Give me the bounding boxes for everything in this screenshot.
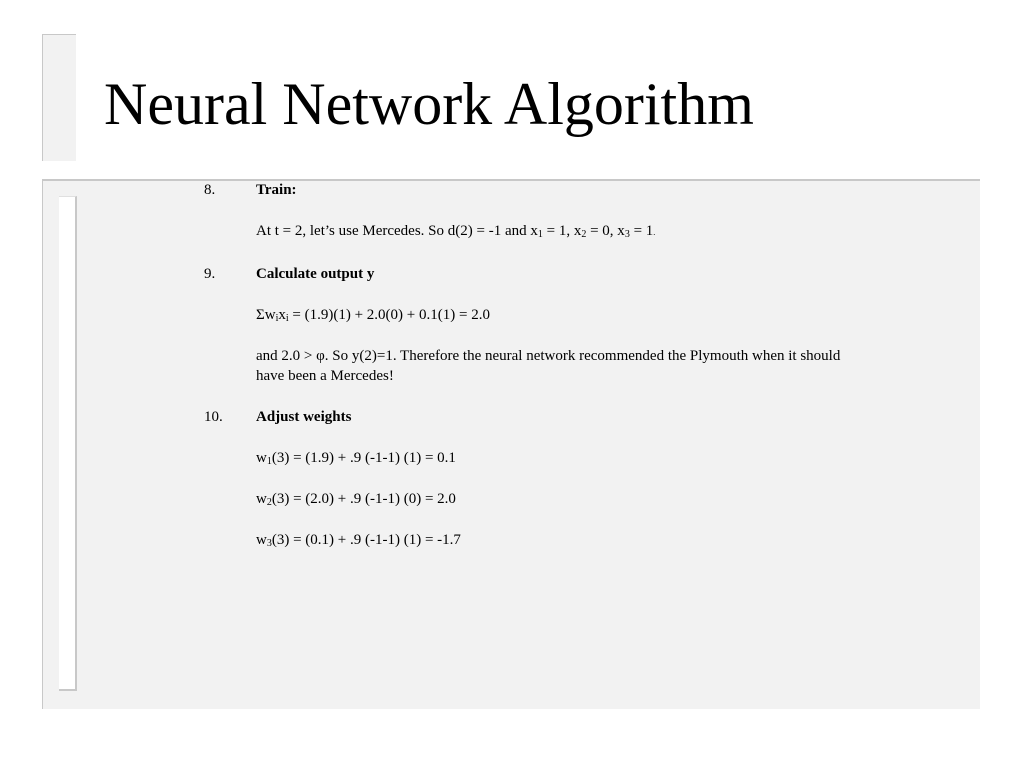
step-8 [204, 180, 844, 243]
train-description [256, 221, 844, 243]
sum-equation [256, 305, 844, 325]
step-heading: Adjust weights [256, 409, 352, 425]
train-text: = 0, x [586, 223, 625, 239]
weight-equation-2 [256, 489, 844, 509]
subscript: 2 [266, 497, 272, 508]
step-heading: Train: [256, 182, 297, 198]
sum-text: Σw [256, 307, 276, 323]
subscript: 1 [266, 456, 272, 467]
step-heading: Calculate output y [256, 266, 375, 282]
subscript: 3 [624, 229, 630, 240]
train-text: At t = 2, let’s use Mercedes. So d(2) = -1 and x [256, 223, 538, 239]
subscript: i [275, 313, 279, 324]
subscript: i [285, 313, 289, 324]
sum-text: = (1.9)(1) + 2.0(0) + 0.1(1) = 2.0 [288, 307, 490, 323]
subscript: 1 [537, 229, 543, 240]
panel-side-bar-decoration [59, 196, 77, 691]
step-number: 8. [204, 182, 216, 198]
title-frame-decoration [42, 34, 76, 161]
subscript: 2 [581, 229, 587, 240]
subscript: 3 [266, 538, 272, 549]
weight-equation-1 [256, 448, 844, 468]
step-number: 9. [204, 266, 216, 282]
slide-body [204, 180, 844, 550]
train-text: = 1 [629, 223, 654, 239]
weight-expression: (3) = (1.9) + .9 (-1-1) (1) = 0.1 [271, 450, 456, 466]
weight-symbol: w [256, 532, 267, 548]
slide-title: Neural Network Algorithm [104, 71, 754, 137]
output-explanation: and 2.0 > φ. So y(2)=1. Therefore the neural network recommended the Plymouth when it should have been a Mercedes! [256, 348, 841, 384]
train-text: = 1, x [542, 223, 582, 239]
weight-equation-3 [256, 530, 844, 550]
step-number: 10. [204, 409, 223, 425]
weight-expression: (3) = (2.0) + .9 (-1-1) (0) = 2.0 [271, 491, 456, 507]
weight-symbol: w [256, 491, 267, 507]
weight-expression: (3) = (0.1) + .9 (-1-1) (1) = -1.7 [271, 532, 461, 548]
step-10 [204, 407, 844, 550]
train-text-end: . [653, 228, 656, 237]
step-9 [204, 264, 844, 386]
weight-symbol: w [256, 450, 267, 466]
sum-text: x [278, 307, 286, 323]
